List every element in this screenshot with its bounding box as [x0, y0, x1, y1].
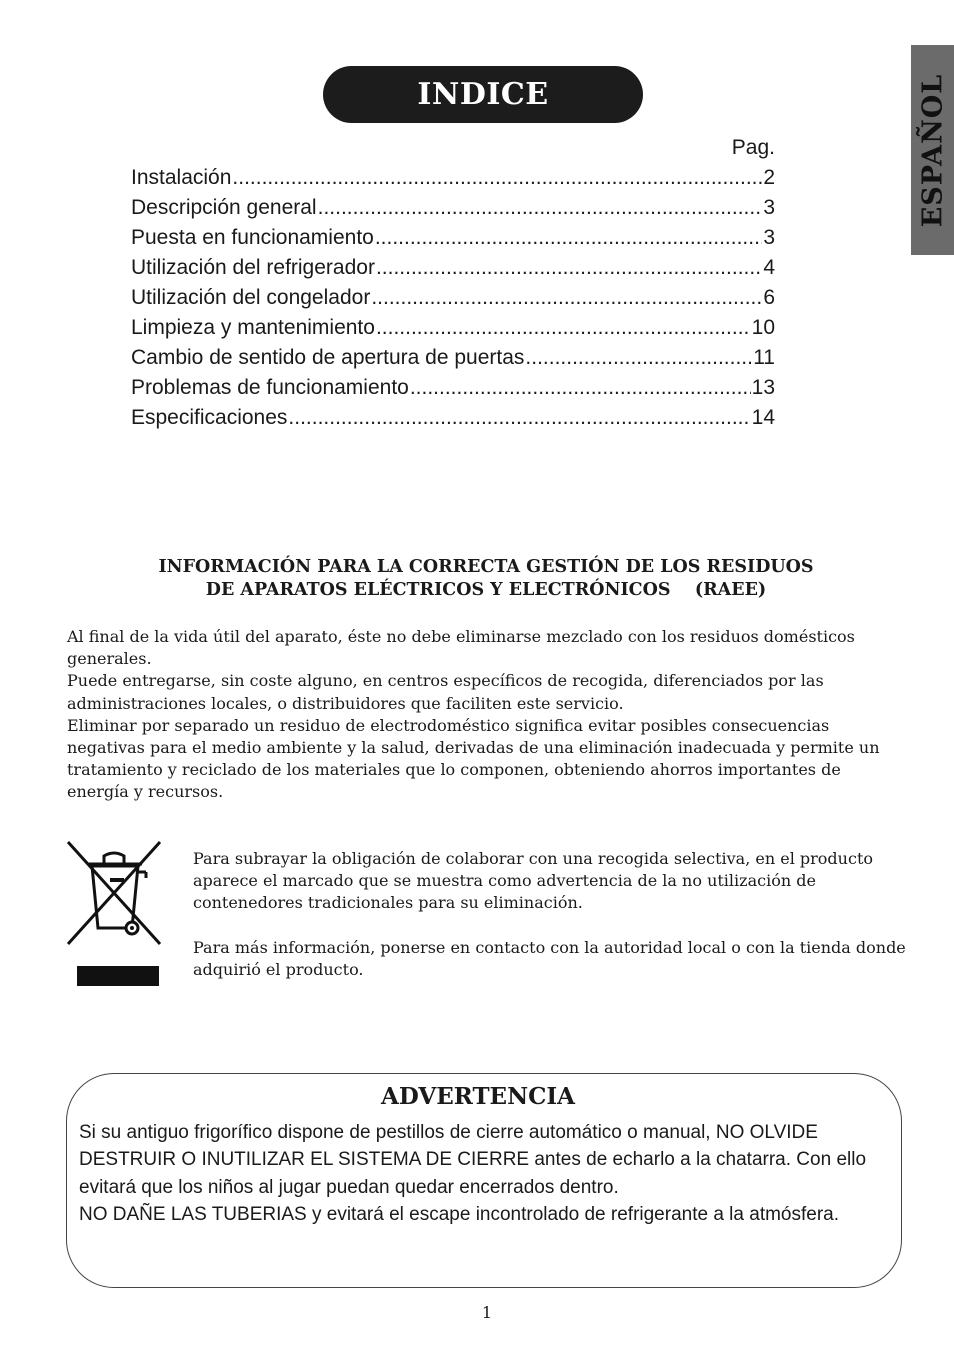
toc-item-label: Problemas de funcionamiento: [131, 376, 409, 399]
toc-item-page: 10: [751, 316, 775, 339]
toc-item-label: Cambio de sentido de apertura de puertas: [131, 346, 525, 369]
toc-item-page: 2: [763, 166, 775, 189]
warning-body: [79, 1119, 894, 1229]
toc-item-page: 14: [751, 406, 775, 429]
toc-item-label: Utilización del refrigerador: [131, 256, 375, 279]
toc-leader-dots: [525, 343, 752, 373]
toc-item: [131, 253, 775, 283]
toc-leader-dots: [375, 223, 762, 253]
warning-paragraph: Si su antiguo frigorífico dispone de pestillos de cierre automático o manual, NO OLVIDE DESTRUIR O INUTILIZAR EL SISTEMA DE CIERRE antes de echarlo a la chatarra. Con ello evitará que los niños al jugar puedan quedar encerrados dentro.: [79, 1122, 867, 1198]
toc-item: [131, 313, 775, 343]
toc-item: [131, 403, 775, 433]
raee-heading: [60, 556, 912, 602]
toc-item-page: 4: [763, 256, 775, 279]
toc-leader-dots: [288, 403, 750, 433]
toc-item-label: Descripción general: [131, 196, 317, 219]
language-tab: [911, 45, 954, 255]
toc-page-header: Pag.: [731, 136, 775, 159]
toc-item-label: Especificaciones: [131, 406, 288, 429]
toc-item: [131, 343, 775, 373]
toc-leader-dots: [371, 283, 762, 313]
raee-heading-line2: DE APARATOS ELÉCTRICOS Y ELECTRÓNICOS (RAEE): [205, 580, 767, 600]
toc-item-label: Utilización del congelador: [131, 286, 371, 309]
toc-item-page: 13: [751, 376, 775, 399]
toc-leader-dots: [318, 193, 763, 223]
table-of-contents: [131, 133, 775, 433]
toc-item: [131, 223, 775, 253]
raee-paragraph: Eliminar por separado un residuo de electrodoméstico significa evitar posibles consecuencias negativas para el medio ambiente y la salud, derivadas de una eliminación inadecuada y permite un tratamiento y reciclado de los materiales que lo componen, obteniendo ahorros importantes de energía y recursos.: [67, 715, 880, 802]
toc-item-page: 6: [763, 286, 775, 309]
toc-item-label: Puesta en funcionamiento: [131, 226, 374, 249]
raee-paragraph: Puede entregarse, sin coste alguno, en centros específicos de recogida, diferenciados por las administraciones locales, o distribuidores que faciliten este servicio.: [67, 671, 824, 713]
toc-item: [131, 373, 775, 403]
raee-paragraph: Al final de la vida útil del aparato, éste no debe eliminarse mezclado con los residuos domésticos generales.: [67, 627, 855, 669]
symbol-paragraph: Para subrayar la obligación de colaborar con una recogida selectiva, en el producto aparece el marcado que se muestra como advertencia de la no utilización de contenedores tradicionales para su eliminación.: [193, 849, 873, 913]
toc-item-label: Limpieza y mantenimiento: [131, 316, 375, 339]
toc-item: [131, 163, 775, 193]
toc-item: [131, 193, 775, 223]
toc-leader-dots: [410, 373, 751, 403]
toc-item-page: 3: [763, 196, 775, 219]
toc-item-page: 11: [753, 346, 775, 369]
page-number: 1: [481, 1303, 493, 1322]
toc-leader-dots: [376, 253, 762, 283]
toc-item: [131, 283, 775, 313]
index-title: [323, 66, 643, 123]
raee-body: [67, 626, 897, 804]
warning-title: ADVERTENCIA: [380, 1083, 576, 1110]
warning-paragraph: NO DAÑE LAS TUBERIAS y evitará el escape incontrolado de refrigerante a la atmósfera.: [79, 1204, 840, 1226]
toc-item-page: 3: [763, 226, 775, 249]
symbol-explanation: [193, 848, 913, 981]
black-bar-marking: [77, 966, 159, 986]
toc-leader-dots: [232, 163, 762, 193]
language-tab-label: ESPAÑOL: [917, 73, 948, 227]
crossed-out-wheelie-bin-icon: [66, 840, 162, 948]
toc-item-label: Instalación: [131, 166, 232, 189]
toc-leader-dots: [376, 313, 751, 343]
index-title-text: INDICE: [417, 77, 549, 112]
raee-heading-line1: INFORMACIÓN PARA LA CORRECTA GESTIÓN DE LOS RESIDUOS: [158, 557, 814, 577]
contact-paragraph: Para más información, ponerse en contacto con la autoridad local o con la tienda donde adquirió el producto.: [193, 937, 906, 979]
